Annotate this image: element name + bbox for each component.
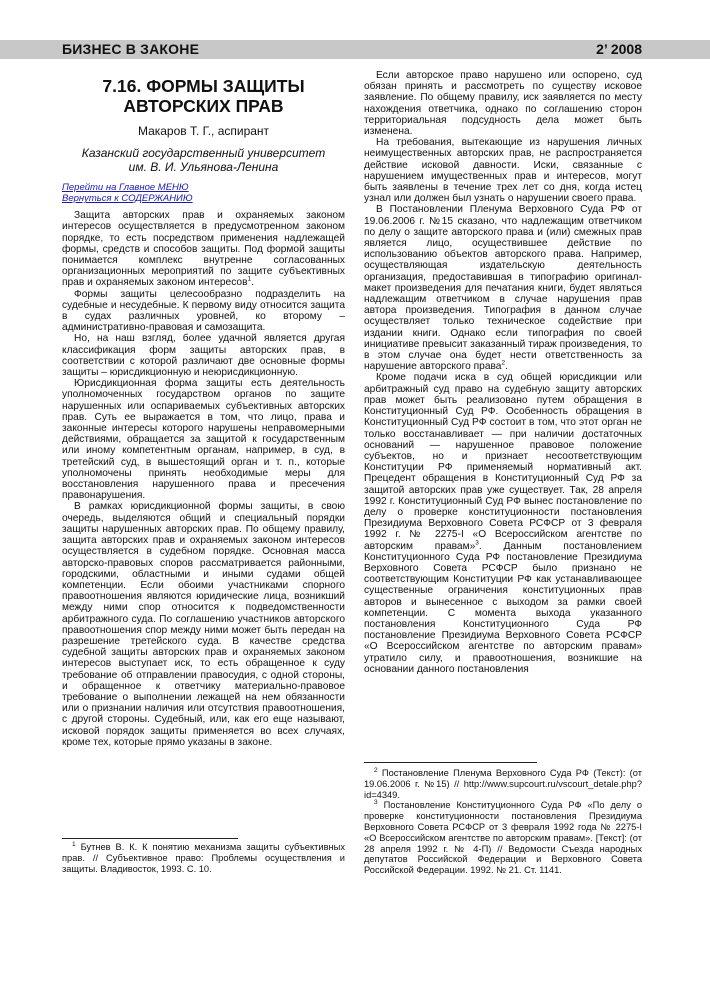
paragraph: Кроме подачи иска в суд общей юрисдикции или арбитражный суд право на судебную защиту авторских прав может быть реализовано путем обращения в Конституционный Суд РФ. Особенность обращения в Конституционный Суд РФ состоит в том, что этот орган не только восстанавливает — при наличии достаточных оснований — нарушенное правовое положение субъектов, но и признает несоответствующим Конституции РФ применяемый нормативный акт. Прецедент обращения в Конституционный Суд РФ за защитой авторских прав уже существует. Так, 28 апреля 1992 г. Конституционный Суд РФ вынес постановление по делу о проверке конституционности постановления Президиума Верховного Совета РСФСР от 3 февраля 1992 г. № 2275-I «О Всероссийском агентстве по авторским правам»$^3$. Данным постановлением Конституционного Суда РФ постановление Президиума Верховного Совета РСФСР было признано не соответствующим Конституции РФ как устанавливающее существенные ограничения конституционных прав авторов и вынесенное с выходом за рамки своей компетенции. С момента выхода указанного постановления Конституционного Суда РФ постановление Президиума Верховного Совета РСФСР «О Всероссийском агентстве по авторским правам» утратило силу, и правоотношения, возникшие на основании данного постановления [364, 372, 642, 675]
article-title: 7.16. ФОРМЫ ЗАЩИТЫ АВТОРСКИХ ПРАВ [102, 76, 305, 116]
footnote-mark-1: 1 [72, 840, 76, 848]
navigation-links [62, 182, 345, 204]
contents-link[interactable]: Вернуться к СОДЕРЖАНИЮ [62, 193, 193, 205]
paragraph: Юрисдикционная форма защиты есть деятельность уполномоченных государством органов по защите нарушенных или оспариваемых субъективных авторских прав. Суть ее выражается в том, что лицо, права и законные интересы которого нарушены неправомерными действиями, обращается за защитой к государственным или иному компетентным органам, например, в суд, в третейский суд, в вышестоящий орган и т. п., которые уполномочены принять необходимые меры для восстановления нарушенного права и пресечения правонарушения. [62, 378, 345, 502]
footnote-1: $^1$ Бутнев В. К. К понятию механизма защиты субъективных прав. // Субъективное право: Проблемы осуществления и защиты. Владивосток, 1993. С. 10. [62, 840, 345, 874]
paragraph: Если авторское право нарушено или оспорено, суд обязан принять и рассмотреть по существу исковое заявление. По общему правилу, иск заявляется по месту нахождения ответчика, однако по соглашению сторон территориальная подсудность дела может быть изменена. [364, 70, 642, 138]
footnote-ref-2: 2 [501, 359, 506, 367]
paragraph: Но, на наш взгляд, более удачной является другая классификация форм защиты авторских прав, в соответствии с которой различают две основные формы защиты – юрисдикционную и неюрисдикционную. [62, 333, 345, 379]
paragraph: В Постановлении Пленума Верховного Суда РФ от 19.06.2006 г. №15 сказано, что надлежащим ответчиком по делу о защите авторского права и (или) смежных прав является лицо, осуществившее действие по использованию объектов авторского права. Например, осуществляющая издательскую деятельность организация, предоставившая в типографию оригинал-макет произведения для печатания книги, будет являться надлежащим ответчиком в случае нарушения прав автора произведения. Типография в данном случае осуществляет только техническое содействие при издании книги. Однако если типография по своей инициативе превысит заказанный тираж произведения, то в этом случае она будет нести ответственность за нарушение авторского права$^2$. [364, 204, 642, 373]
footnote-rule-right [364, 762, 537, 763]
footnote-ref-3: 3 [475, 539, 479, 547]
journal-header-bar [0, 40, 710, 59]
author-affiliation: Казанский государственный университет им. В. И. Ульянова-Ленина [81, 146, 326, 175]
issue-number: 2’ 2008 [596, 41, 642, 57]
main-menu-link[interactable]: Перейти на Главное МЕНЮ [62, 182, 189, 194]
footnote-2: $^2$ Постановление Пленума Верховного Суда РФ (Текст): (от 19.06.2006 г. №15) // http://www.supcourt.ru/vscourt_detale.php?id=4349. [364, 766, 642, 800]
footnote-mark-2: 2 [374, 766, 378, 774]
paragraph: Защита авторских прав и охраняемых законом интересов осуществляется в предусмотренном законом порядке, то есть посредством применения надлежащей формы, средств и способов защиты. Под формой защиты понимается комплекс внутренне согласованных организационных мероприятий по защите субъективных прав и охраняемых законом интересов$^1$. [62, 210, 345, 289]
paragraph: Формы защиты целесообразно подразделить на судебные и несудебные. К первому виду относится защита в судах различных уровней, ко второму – административно-правовая и самозащита. [62, 288, 345, 334]
paragraph: На требования, вытекающие из нарушения личных неимущественных авторских прав, не распространяется действие исковой давности. Иски, связанные с нарушением имущественных прав и интересов, могут быть заявлены в течение трех лет со дня, когда истец узнал или должен был узнать о нарушении своего права. [364, 137, 642, 205]
article-author: Макаров Т. Г., аспирант [137, 124, 270, 138]
footnote-ref-1: 1 [247, 276, 252, 284]
footnote-3: $^3$ Постановление Конституционного Суда РФ «По делу о проверке конституционности постановления Президиума Верховного Совета РСФСР от 3 февраля 1992 года № 2275-I «О Всероссийском агентстве по авторским правам». [Текст]: (от 28 апреля 1992 г. № 4-П) // Ведомости Съезда народных депутатов Российской Федерации и Верховного Совета Российской Федерации. 1992. № 21. Ст. 1141. [364, 799, 642, 876]
footnote-mark-3: 3 [374, 799, 378, 807]
paragraph: В рамках юрисдикционной формы защиты, в свою очередь, выделяются общий и специальный порядки защиты нарушенных авторских прав. По общему правилу, защита авторских прав и охраняемых законом интересов осуществляется в судебном порядке. Основная масса авторско-правовых споров рассматривается районными, городскими, областными и иными судами общей компетенции. Если обоими участниками спорного правоотношения являются юридические лица, возникший между ними спор относится к подведомственности арбитражного суда. По соглашению участников авторского правоотношения спор между ними может быть передан на разрешение третейского суда. В качестве средства судебной защиты авторских прав и охраняемых законом интересов выступает иск, то есть обращенное к суду требование об отправлении правосудия, с одной стороны, и обращенное к ответчику материально-правовое требование о выполнении лежащей на нем обязанности или о признании наличия или отсутствия правоотношения, с другой стороны. Судебный, или, как его еще называют, исковой порядок защиты применяется во всех случаях, кроме тех, которые прямо указаны в законе. [62, 501, 345, 748]
right-column [364, 70, 642, 675]
journal-title: БИЗНЕС В ЗАКОНЕ [62, 41, 200, 57]
left-column [62, 70, 345, 748]
footnotes-right [364, 768, 642, 876]
footnote-rule-left [62, 838, 238, 839]
